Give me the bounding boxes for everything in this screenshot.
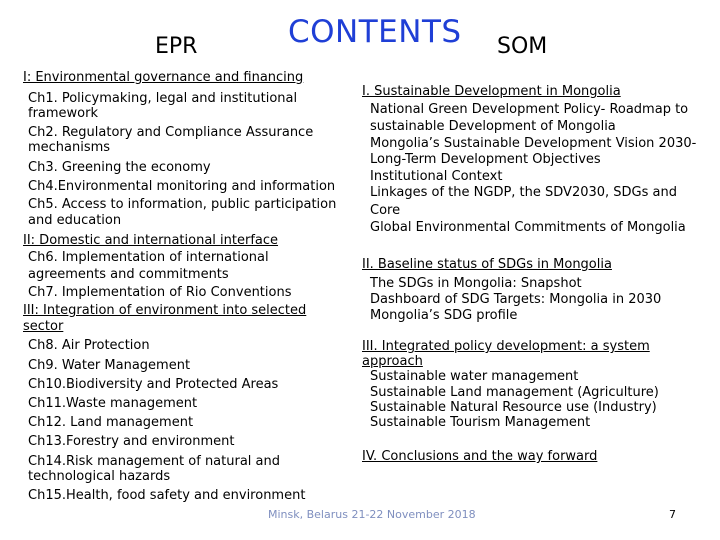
som-section-heading: II. Baseline status of SDGs in Mongolia xyxy=(362,257,612,272)
epr-item: Ch7. Implementation of Rio Conventions xyxy=(28,285,292,300)
som-section-heading: IV. Conclusions and the way forward xyxy=(362,449,598,464)
som-item: The SDGs in Mongolia: Snapshot xyxy=(370,276,582,291)
som-item: Core xyxy=(370,203,401,218)
epr-item: Ch4.Environmental monitoring and information xyxy=(28,179,336,194)
som-item: National Green Development Policy- Roadmap to xyxy=(370,102,689,117)
epr-section-heading: III: Integration of environment into selected xyxy=(23,303,307,318)
som-item: Long-Term Development Objectives xyxy=(370,152,601,167)
epr-item: Ch13.Forestry and environment xyxy=(28,434,235,449)
epr-item: Ch1. Policymaking, legal and institutional xyxy=(28,91,298,106)
epr-item: agreements and commitments xyxy=(28,267,229,282)
epr-item: Ch15.Health, food safety and environment xyxy=(28,488,306,503)
epr-item: and education xyxy=(28,213,122,228)
som-item: Sustainable Natural Resource use (Industry) xyxy=(370,400,657,415)
epr-header: EPR xyxy=(155,34,198,59)
som-item: Mongolia’s SDG profile xyxy=(370,308,518,323)
epr-item: technological hazards xyxy=(28,469,171,484)
som-item: Dashboard of SDG Targets: Mongolia in 2030 xyxy=(370,292,662,307)
footer-text: Minsk, Belarus 21-22 November 2018 xyxy=(268,508,476,521)
epr-item: Ch8. Air Protection xyxy=(28,338,150,353)
epr-section-heading: I: Environmental governance and financing xyxy=(23,70,304,85)
som-item: Mongolia’s Sustainable Development Vision 2030- xyxy=(370,136,697,151)
som-item: Sustainable Tourism Management xyxy=(370,415,591,430)
epr-item: Ch11.Waste management xyxy=(28,396,198,411)
epr-item: Ch14.Risk management of natural and xyxy=(28,454,281,469)
som-item: sustainable Development of Mongolia xyxy=(370,119,616,134)
som-section-heading: III. Integrated policy development: a system xyxy=(362,339,650,354)
epr-item: Ch9. Water Management xyxy=(28,358,191,373)
epr-item: mechanisms xyxy=(28,140,111,155)
epr-section-heading: II: Domestic and international interface xyxy=(23,233,279,248)
epr-item: Ch3. Greening the economy xyxy=(28,160,211,175)
slide-title: CONTENTS xyxy=(288,14,462,50)
page-number: 7 xyxy=(669,508,676,521)
epr-item: Ch5. Access to information, public participation xyxy=(28,197,337,212)
som-item: Sustainable water management xyxy=(370,369,579,384)
epr-item: Ch6. Implementation of international xyxy=(28,250,269,265)
epr-item: Ch12. Land management xyxy=(28,415,194,430)
som-item: Sustainable Land management (Agriculture) xyxy=(370,385,659,400)
som-item: Global Environmental Commitments of Mongolia xyxy=(370,220,686,235)
epr-item: framework xyxy=(28,106,99,121)
epr-item: Ch10.Biodiversity and Protected Areas xyxy=(28,377,279,392)
som-header: SOM xyxy=(497,34,548,59)
som-section-heading: I. Sustainable Development in Mongolia xyxy=(362,84,621,99)
som-section-heading: approach xyxy=(362,354,423,369)
epr-item: Ch2. Regulatory and Compliance Assurance xyxy=(28,125,314,140)
epr-section-heading: sector xyxy=(23,319,64,334)
som-item: Institutional Context xyxy=(370,169,503,184)
som-item: Linkages of the NGDP, the SDV2030, SDGs and xyxy=(370,185,677,200)
